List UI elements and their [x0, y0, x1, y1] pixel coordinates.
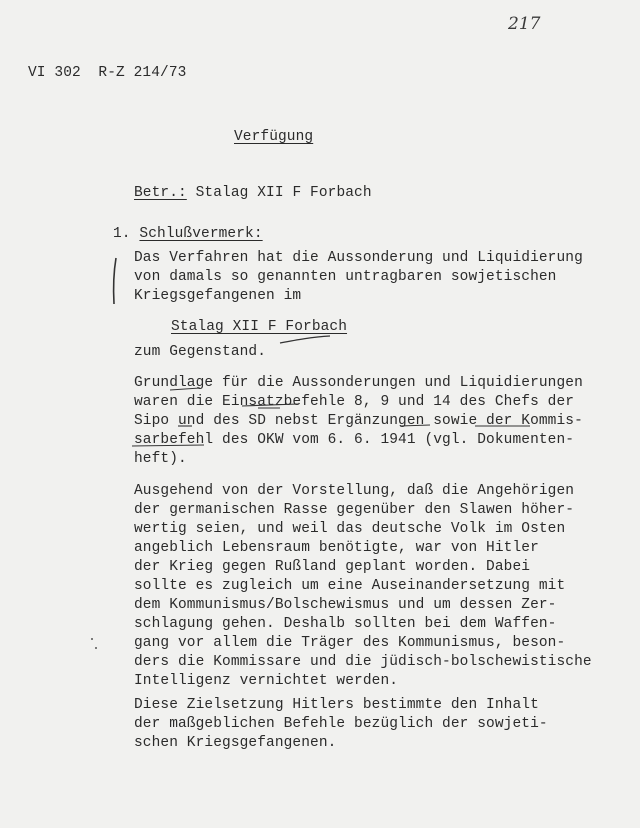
para3-line-5: der Krieg gegen Rußland geplant worden. Dabei	[134, 559, 531, 575]
para3-line-4: angeblich Lebensraum benötigte, war von Hitler	[134, 540, 539, 556]
para2-line-4: sarbefehl des OKW vom 6. 6. 1941 (vgl. Dokumenten-	[134, 432, 575, 448]
document-title: Verfügung	[234, 129, 314, 145]
handwritten-page-number: 217	[508, 14, 541, 34]
para3-line-10: ders die Kommissare und die jüdisch-bolschewistische	[134, 654, 592, 670]
para1-line-3: Kriegsgefangenen im	[134, 288, 302, 304]
subject-text: Stalag XII F Forbach	[195, 185, 372, 201]
para3-line-1: Ausgehend von der Vorstellung, daß die Angehörigen	[134, 483, 575, 499]
para3-line-11: Intelligenz vernichtet werden.	[134, 673, 399, 689]
zum-line: zum Gegenstand.	[134, 344, 267, 360]
para4-line-2: der maßgeblichen Befehle bezüglich der sowjeti-	[134, 716, 548, 732]
section-number: 1.	[113, 226, 131, 242]
para2-line-3: Sipo und des SD nebst Ergänzungen sowie der Kommis-	[134, 413, 583, 429]
file-reference: VI 302 R-Z 214/73	[28, 65, 187, 81]
para4-line-3: schen Kriegsgefangenen.	[134, 735, 337, 751]
subject-label: Betr.:	[134, 185, 187, 201]
para3-line-8: schlagung gehen. Deshalb sollten bei dem Waffen-	[134, 616, 557, 632]
para2-line-2: waren die Einsatzbefehle 8, 9 und 14 des Chefs der	[134, 394, 575, 410]
para3-line-2: der germanischen Rasse gegenüber den Slawen höher-	[134, 502, 575, 518]
camp-name: Stalag XII F Forbach	[171, 319, 348, 335]
para3-line-3: wertig seien, und weil das deutsche Volk im Osten	[134, 521, 566, 537]
handwritten-underline	[278, 334, 334, 346]
section-heading	[113, 225, 263, 244]
para2-line-5: heft).	[134, 451, 187, 467]
stray-speck	[88, 636, 102, 652]
para1-line-1: Das Verfahren hat die Aussonderung und Liquidierung	[134, 250, 583, 266]
para4-line-1: Diese Zielsetzung Hitlers bestimmte den Inhalt	[134, 697, 539, 713]
section-title: Schlußvermerk:	[139, 226, 263, 242]
para2-line-1: Grundlage für die Aussonderungen und Liquidierungen	[134, 375, 583, 391]
handwritten-underlines	[130, 368, 550, 468]
para3-line-9: gang vor allem die Träger des Kommunismus, beson-	[134, 635, 566, 651]
para3-line-7: dem Kommunismus/Bolschewismus und um dessen Zer-	[134, 597, 557, 613]
margin-mark	[108, 256, 122, 306]
para1-line-2: von damals so genannten untragbaren sowjetischen	[134, 269, 557, 285]
subject-line	[134, 184, 372, 203]
para3-line-6: sollte es zugleich um eine Auseinandersetzung mit	[134, 578, 566, 594]
